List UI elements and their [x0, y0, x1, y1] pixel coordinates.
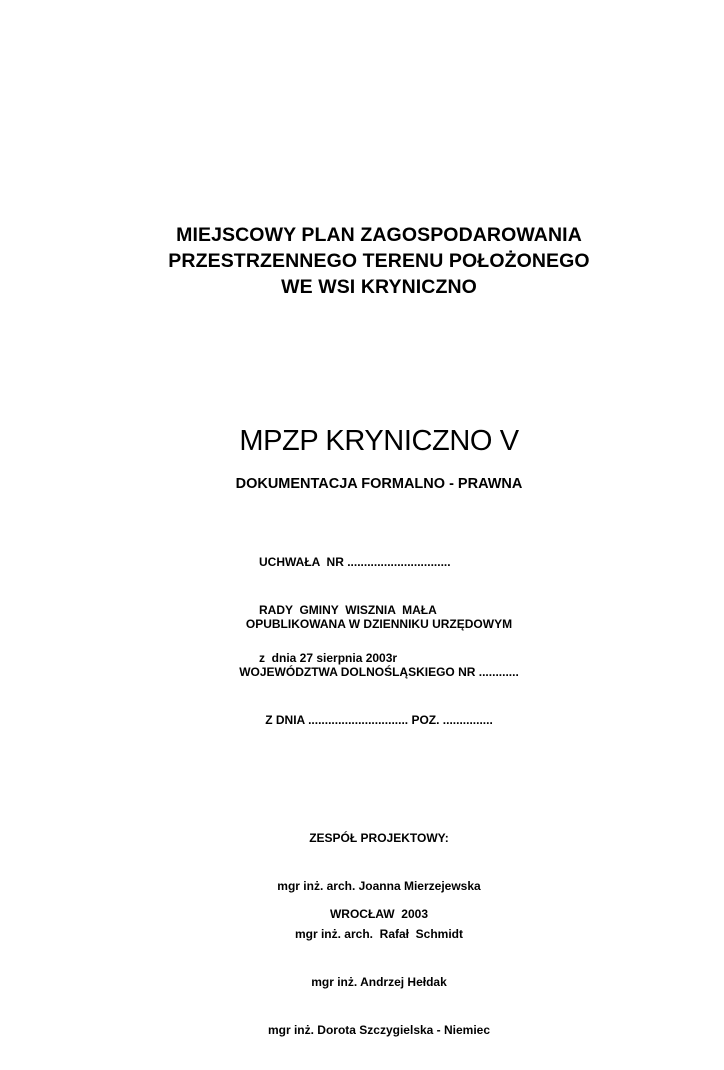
resolution-line-2: RADY GMINY WISZNIA MAŁA [259, 603, 437, 617]
title-line-1: MIEJSCOWY PLAN ZAGOSPODAROWANIA [176, 224, 582, 246]
resolution-line-3: z dnia 27 sierpnia 2003r [259, 651, 398, 665]
publication-line-2: WOJEWÓDZTWA DOLNOŚLĄSKIEGO NR ............ [239, 665, 519, 679]
resolution-line-1: UCHWAŁA NR ............................... [259, 555, 451, 569]
project-team-block [0, 798, 724, 1070]
publication-line-1: OPUBLIKOWANA W DZIENNIKU URZĘDOWYM [245, 617, 513, 631]
team-member: mgr inż. Andrzej Hełdak [311, 975, 447, 989]
team-heading: ZESPÓŁ PROJEKTOWY: [309, 831, 449, 845]
publication-block [0, 584, 724, 760]
city-date: WROCŁAW 2003 [329, 907, 428, 921]
team-member: mgr inż. arch. Joanna Mierzejewska [277, 879, 481, 893]
team-member: mgr inż. Dorota Szczygielska - Niemiec [267, 1023, 491, 1037]
publication-line-3: Z DNIA .............................. POZ. ............... [265, 713, 493, 727]
main-heading: MPZP KRYNICZNO V [239, 425, 519, 457]
subheading: DOKUMENTACJA FORMALNO - PRAWNA [235, 476, 523, 492]
team-member: mgr inż. arch. Rafał Schmidt [294, 927, 464, 941]
title-line-2: PRZESTRZENNEGO TERENU POŁOŻONEGO [168, 250, 590, 272]
title-line-3: WE WSI KRYNICZNO [281, 276, 477, 298]
document-title [0, 222, 724, 300]
